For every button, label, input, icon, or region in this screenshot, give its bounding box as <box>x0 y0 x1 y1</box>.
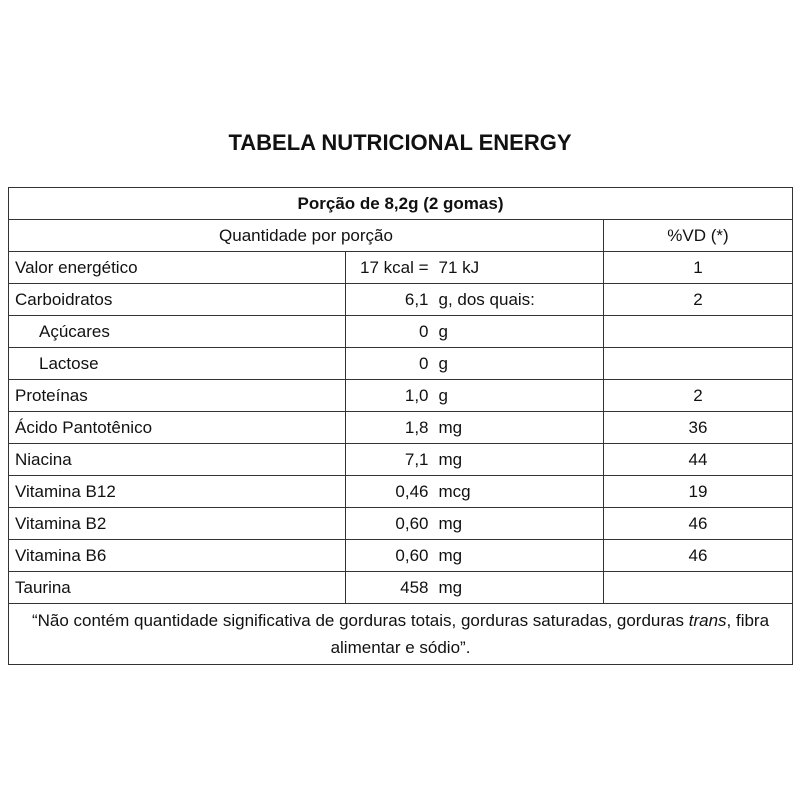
nutrient-vd <box>604 316 793 348</box>
nutrient-amount: 0 <box>346 348 434 380</box>
nutrient-vd: 44 <box>604 444 793 476</box>
nutrient-unit: g, dos quais: <box>434 284 604 316</box>
portion-row <box>9 188 793 220</box>
nutrient-unit: 71 kJ <box>434 252 604 284</box>
table-row <box>9 348 793 380</box>
nutrient-name: Açúcares <box>9 316 346 348</box>
nutrient-amount: 7,1 <box>346 444 434 476</box>
portion-label: Porção de 8,2g (2 gomas) <box>9 188 793 220</box>
nutrient-vd: 46 <box>604 540 793 572</box>
nutrient-unit: g <box>434 380 604 412</box>
nutrient-amount: 17 kcal = <box>346 252 434 284</box>
nutrient-unit: mg <box>434 412 604 444</box>
nutrient-unit: mg <box>434 572 604 604</box>
table-row <box>9 444 793 476</box>
footnote-row <box>9 604 793 665</box>
nutrient-amount: 0,60 <box>346 540 434 572</box>
footnote-text-start: “Não contém quantidade significativa de gorduras totais, gorduras saturadas, gorduras <box>31 611 689 630</box>
nutrient-name: Niacina <box>9 444 346 476</box>
nutrient-vd: 19 <box>604 476 793 508</box>
nutrient-name: Carboidratos <box>9 284 346 316</box>
footnote-italic: trans <box>688 611 727 630</box>
nutrient-amount: 0,46 <box>346 476 434 508</box>
nutrient-name: Lactose <box>9 348 346 380</box>
table-title: TABELA NUTRICIONAL ENERGY <box>228 130 572 155</box>
nutrient-amount: 0 <box>346 316 434 348</box>
nutrient-vd: 2 <box>604 284 793 316</box>
nutrient-vd: 1 <box>604 252 793 284</box>
footnote-text-end: , fibra alimentar e sódio”. <box>330 611 770 657</box>
table-row <box>9 316 793 348</box>
nutrient-vd <box>604 348 793 380</box>
table-row <box>9 412 793 444</box>
nutrient-amount: 1,8 <box>346 412 434 444</box>
table-row <box>9 284 793 316</box>
nutrient-name: Taurina <box>9 572 346 604</box>
nutrient-vd <box>604 572 793 604</box>
nutrient-name: Valor energético <box>9 252 346 284</box>
header-row <box>9 220 793 252</box>
nutrient-unit: mg <box>434 444 604 476</box>
nutrient-name: Vitamina B2 <box>9 508 346 540</box>
table-row <box>9 572 793 604</box>
table-row <box>9 252 793 284</box>
nutrient-name: Ácido Pantotênico <box>9 412 346 444</box>
nutrient-unit: g <box>434 316 604 348</box>
nutrient-amount: 1,0 <box>346 380 434 412</box>
nutrient-unit: g <box>434 348 604 380</box>
nutrient-unit: mg <box>434 508 604 540</box>
table-row <box>9 508 793 540</box>
nutrient-unit: mg <box>434 540 604 572</box>
nutrient-vd: 36 <box>604 412 793 444</box>
nutrient-name: Vitamina B12 <box>9 476 346 508</box>
nutrient-amount: 6,1 <box>346 284 434 316</box>
footnote <box>9 604 793 665</box>
nutrition-table <box>8 187 793 665</box>
nutrient-amount: 0,60 <box>346 508 434 540</box>
table-row <box>9 380 793 412</box>
nutrient-vd: 46 <box>604 508 793 540</box>
vd-header: %VD (*) <box>604 220 793 252</box>
nutrient-vd: 2 <box>604 380 793 412</box>
nutrient-name: Proteínas <box>9 380 346 412</box>
table-row <box>9 540 793 572</box>
quantity-header: Quantidade por porção <box>9 220 604 252</box>
table-row <box>9 476 793 508</box>
nutrient-amount: 458 <box>346 572 434 604</box>
nutrient-name: Vitamina B6 <box>9 540 346 572</box>
nutrient-unit: mcg <box>434 476 604 508</box>
